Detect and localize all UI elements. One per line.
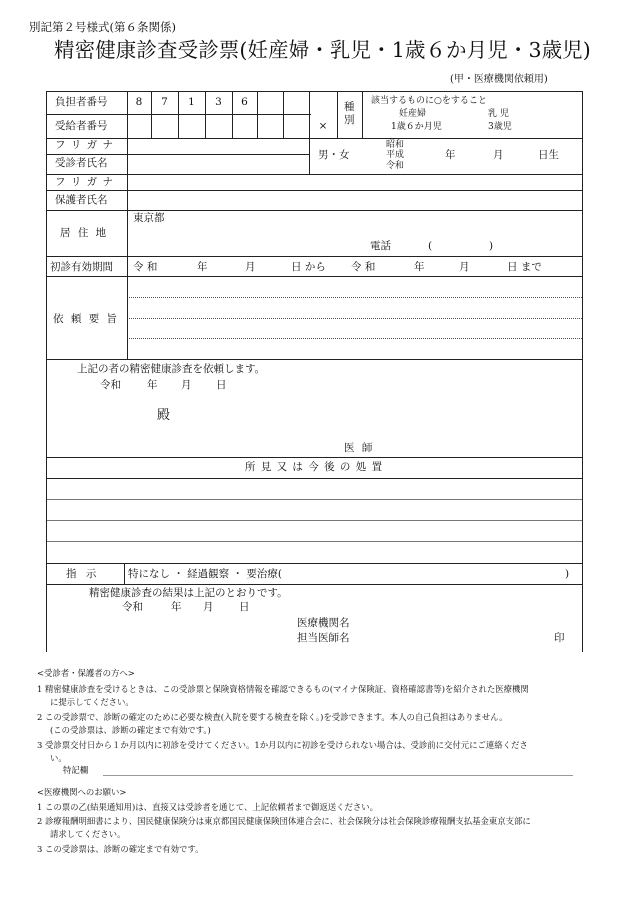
note-line: に提示してください。 — [50, 697, 134, 707]
era-reiwa[interactable]: 令和 — [386, 161, 405, 171]
note-line: 1 この票の乙(結果通知用)は、直接又は受診者を通じて、上記依頼者まで御返送ください。 — [37, 802, 378, 812]
result-month: 月 — [203, 601, 214, 613]
institution-label: 医療機関名 — [297, 617, 350, 629]
hogosha-label: 保護者氏名 — [55, 194, 108, 206]
note-line: 3 受診票交付日から１か月以内に初診を受けてください。1か月以内に初診を受けられない場合は、受診前に交付元にご連絡くださ — [37, 740, 528, 750]
findings-header: 所 見 又 は 今 後 の 処 置 — [244, 461, 384, 473]
result-year: 年 — [171, 601, 182, 613]
request-year: 年 — [147, 379, 158, 391]
form-subtitle: (甲・医療機関依頼用) — [450, 74, 548, 85]
request-day: 日 — [216, 379, 227, 391]
futan-digit[interactable]: 8 — [135, 96, 143, 108]
request-reiwa: 令和 — [100, 379, 121, 391]
note-line: 2 診療報酬明細書により、国民健康保険分は東京都国民健康保険団体連合会に、社会保険分は社会保険診療報酬支払基金東京支部に — [37, 816, 531, 826]
result-reiwa: 令和 — [122, 601, 143, 613]
request-statement: 上記の者の精密健康診査を依頼します。 — [77, 363, 266, 375]
validity-reiwa-to: 令 和 — [351, 261, 376, 273]
furigana2-label: フ リ ガ ナ — [55, 176, 115, 188]
phone-paren-open: ( — [428, 240, 433, 252]
birth-month-label: 月 — [493, 149, 504, 161]
jukyu-label: 受給者番号 — [55, 120, 108, 132]
request-month: 月 — [181, 379, 192, 391]
validity-year-from: 年 — [197, 261, 208, 273]
shubetsu-option-3y[interactable]: 3歳児 — [488, 122, 512, 132]
note-line: 2 この受診票で、診断の確定のために必要な検査(入院を要する検査を除く。)を受診できます。本人の自己負担はありません。 — [37, 712, 508, 722]
jukyu-mark: × — [318, 120, 328, 132]
note-line: (この受診票は、診断の確定まで有効です。) — [50, 725, 211, 735]
era-heisei[interactable]: 平成 — [386, 150, 405, 160]
futan-digit[interactable]: 6 — [241, 96, 248, 108]
tokki-label: 特記欄 — [63, 765, 89, 775]
futan-digit[interactable]: 7 — [161, 96, 168, 108]
phone-paren-close: ) — [489, 240, 494, 252]
validity-day-from: 日 から — [291, 261, 326, 273]
validity-year-to: 年 — [414, 261, 425, 273]
jushinsha-label: 受診者氏名 — [55, 157, 108, 169]
validity-month-to: 月 — [459, 261, 470, 273]
request-label: 依 頼 要 旨 — [53, 313, 120, 325]
result-day: 日 — [239, 601, 250, 613]
validity-day-to: 日 まで — [507, 261, 542, 273]
birth-year-label: 年 — [445, 149, 456, 161]
birth-day-label: 日生 — [538, 149, 559, 161]
form-id: 別記第２号様式(第６条関係) — [29, 20, 176, 34]
note-line: 1 精密健康診査を受けるときは、この受診票と保険資格情報を確認できるもの(マイナ保険証、資格確認書等)を紹介された医療機関 — [37, 684, 529, 694]
physician-label: 担当医師名 — [297, 632, 350, 644]
seal-mark: 印 — [554, 632, 565, 644]
phone-label: 電話 — [370, 240, 391, 252]
tokki-line[interactable] — [103, 775, 573, 776]
shubetsu-option-ninsanpu[interactable]: 妊産婦 — [399, 109, 427, 119]
result-statement: 精密健康診査の結果は上記のとおりです。 — [89, 587, 288, 599]
instruction-close: ) — [565, 568, 570, 580]
era-showa[interactable]: 昭和 — [386, 140, 405, 150]
address-value[interactable]: 東京都 — [133, 212, 165, 224]
address-label: 居 住 地 — [60, 227, 109, 239]
notes-patient-heading: <受診者・保護者の方へ> — [37, 668, 135, 678]
page-title: 精密健康診査受診票(妊産婦・乳児・1歳６か月児・3歳児) — [54, 38, 591, 62]
furigana-label: フ リ ガ ナ — [55, 139, 115, 151]
note-line: い。 — [50, 753, 67, 763]
sex-select[interactable]: 男・女 — [318, 149, 350, 161]
validity-month-from: 月 — [245, 261, 256, 273]
notes-institution-heading: <医療機関へのお願い> — [37, 787, 127, 797]
instruction-label: 指 示 — [66, 568, 100, 580]
note-line: 3 この受診票は、診断の確定まで有効です。 — [37, 844, 204, 854]
shubetsu-label: 種別 — [344, 101, 355, 126]
validity-reiwa-from: 令 和 — [133, 261, 158, 273]
futan-digit[interactable]: 3 — [215, 96, 222, 108]
futan-digit[interactable]: 1 — [188, 96, 195, 108]
instruction-options[interactable]: 特になし ・ 経過観察 ・ 要治療( — [128, 568, 282, 580]
doctor-label: 医 師 — [344, 442, 375, 454]
note-line: 請求してください。 — [50, 829, 126, 839]
shubetsu-instruction: 該当するものに○をすること — [371, 96, 487, 106]
validity-label: 初診有効期間 — [50, 261, 113, 273]
shubetsu-option-18m[interactable]: 1歳６か月児 — [391, 122, 442, 132]
shubetsu-option-nyuji[interactable]: 乳 児 — [488, 109, 509, 119]
futan-label: 負担者番号 — [55, 96, 108, 108]
dono: 殿 — [157, 408, 171, 423]
